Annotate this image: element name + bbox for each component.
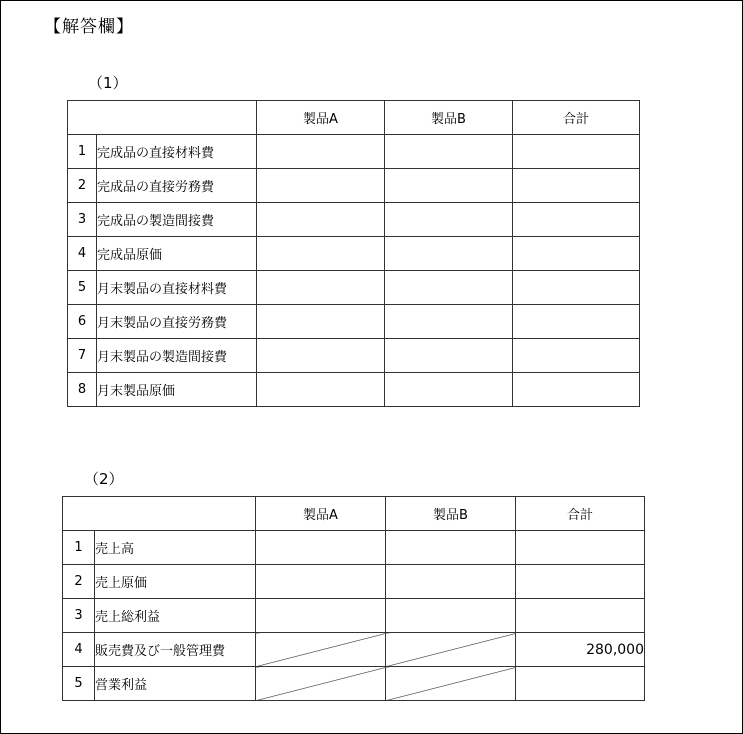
answer-cell-product-a[interactable] — [256, 531, 386, 565]
row-label: 完成品の直接労務費 — [97, 169, 257, 203]
header-blank-cell — [68, 101, 257, 135]
answer-cell-total[interactable] — [513, 339, 640, 373]
answer-cell-product-a[interactable] — [257, 373, 385, 407]
table-row — [68, 237, 640, 271]
table-header-row — [68, 101, 640, 135]
answer-cell-product-b[interactable] — [385, 237, 513, 271]
answer-cell-total[interactable] — [513, 305, 640, 339]
section2-table — [62, 496, 645, 701]
answer-cell-total[interactable] — [513, 373, 640, 407]
sga-total-value: 280,000 — [516, 633, 645, 667]
table-row — [63, 667, 645, 701]
row-label: 販売費及び一般管理費 — [95, 633, 256, 667]
answer-cell-total[interactable] — [513, 135, 640, 169]
table-row — [68, 203, 640, 237]
row-label: 完成品原価 — [97, 237, 257, 271]
column-header-total: 合計 — [516, 497, 645, 531]
answer-cell-total[interactable] — [513, 203, 640, 237]
answer-cell-product-a[interactable] — [257, 203, 385, 237]
row-number: 2 — [63, 565, 95, 599]
crossed-out-cell-product-b — [386, 633, 516, 667]
answer-cell-product-a[interactable] — [257, 169, 385, 203]
answer-cell-product-b[interactable] — [385, 271, 513, 305]
answer-cell-total[interactable] — [516, 667, 645, 701]
row-number: 7 — [68, 339, 97, 373]
table-row — [68, 305, 640, 339]
table-row — [63, 531, 645, 565]
answer-cell-total[interactable] — [516, 531, 645, 565]
table-header-row — [63, 497, 645, 531]
row-number: 3 — [63, 599, 95, 633]
answer-cell-product-b[interactable] — [386, 531, 516, 565]
table-row — [68, 169, 640, 203]
row-number: 5 — [68, 271, 97, 305]
row-label: 売上高 — [95, 531, 256, 565]
crossed-out-cell-product-a — [256, 633, 386, 667]
answer-cell-product-a[interactable] — [256, 565, 386, 599]
section1-table — [67, 100, 640, 407]
column-header-total: 合計 — [513, 101, 640, 135]
table-row — [68, 135, 640, 169]
answer-cell-product-a[interactable] — [257, 135, 385, 169]
row-number: 3 — [68, 203, 97, 237]
answer-cell-product-b[interactable] — [385, 135, 513, 169]
crossed-out-cell-product-a — [256, 667, 386, 701]
answer-cell-total[interactable] — [516, 565, 645, 599]
row-label: 売上総利益 — [95, 599, 256, 633]
table-row — [63, 633, 645, 667]
answer-cell-product-a[interactable] — [257, 339, 385, 373]
answer-cell-product-b[interactable] — [386, 599, 516, 633]
table-row — [68, 339, 640, 373]
answer-cell-total[interactable] — [513, 271, 640, 305]
answer-cell-product-b[interactable] — [385, 373, 513, 407]
row-label: 売上原価 — [95, 565, 256, 599]
answer-cell-product-b[interactable] — [386, 565, 516, 599]
row-number: 1 — [68, 135, 97, 169]
column-header-product-a: 製品A — [256, 497, 386, 531]
column-header-product-b: 製品B — [385, 101, 513, 135]
table-row — [63, 565, 645, 599]
row-number: 5 — [63, 667, 95, 701]
answer-cell-product-a[interactable] — [256, 599, 386, 633]
answer-cell-total[interactable] — [513, 237, 640, 271]
row-label: 営業利益 — [95, 667, 256, 701]
row-label: 月末製品の製造間接費 — [97, 339, 257, 373]
answer-cell-product-b[interactable] — [385, 203, 513, 237]
header-blank-cell — [63, 497, 256, 531]
answer-cell-product-a[interactable] — [257, 305, 385, 339]
answer-cell-product-a[interactable] — [257, 237, 385, 271]
page-title: 【解答欄】 — [44, 17, 134, 37]
row-label: 月末製品原価 — [97, 373, 257, 407]
column-header-product-a: 製品A — [257, 101, 385, 135]
row-number: 6 — [68, 305, 97, 339]
row-number: 4 — [63, 633, 95, 667]
answer-cell-product-b[interactable] — [385, 339, 513, 373]
row-number: 8 — [68, 373, 97, 407]
row-label: 月末製品の直接労務費 — [97, 305, 257, 339]
section2-label: （2） — [84, 470, 124, 488]
section1-label: （1） — [88, 74, 128, 92]
answer-cell-product-a[interactable] — [257, 271, 385, 305]
answer-cell-total[interactable] — [516, 599, 645, 633]
row-label: 完成品の製造間接費 — [97, 203, 257, 237]
table-row — [68, 271, 640, 305]
table-row — [68, 373, 640, 407]
row-label: 月末製品の直接材料費 — [97, 271, 257, 305]
column-header-product-b: 製品B — [386, 497, 516, 531]
row-label: 完成品の直接材料費 — [97, 135, 257, 169]
table-row — [63, 599, 645, 633]
answer-cell-total[interactable] — [513, 169, 640, 203]
crossed-out-cell-product-b — [386, 667, 516, 701]
row-number: 2 — [68, 169, 97, 203]
answer-cell-product-b[interactable] — [385, 305, 513, 339]
row-number: 1 — [63, 531, 95, 565]
answer-cell-product-b[interactable] — [385, 169, 513, 203]
row-number: 4 — [68, 237, 97, 271]
